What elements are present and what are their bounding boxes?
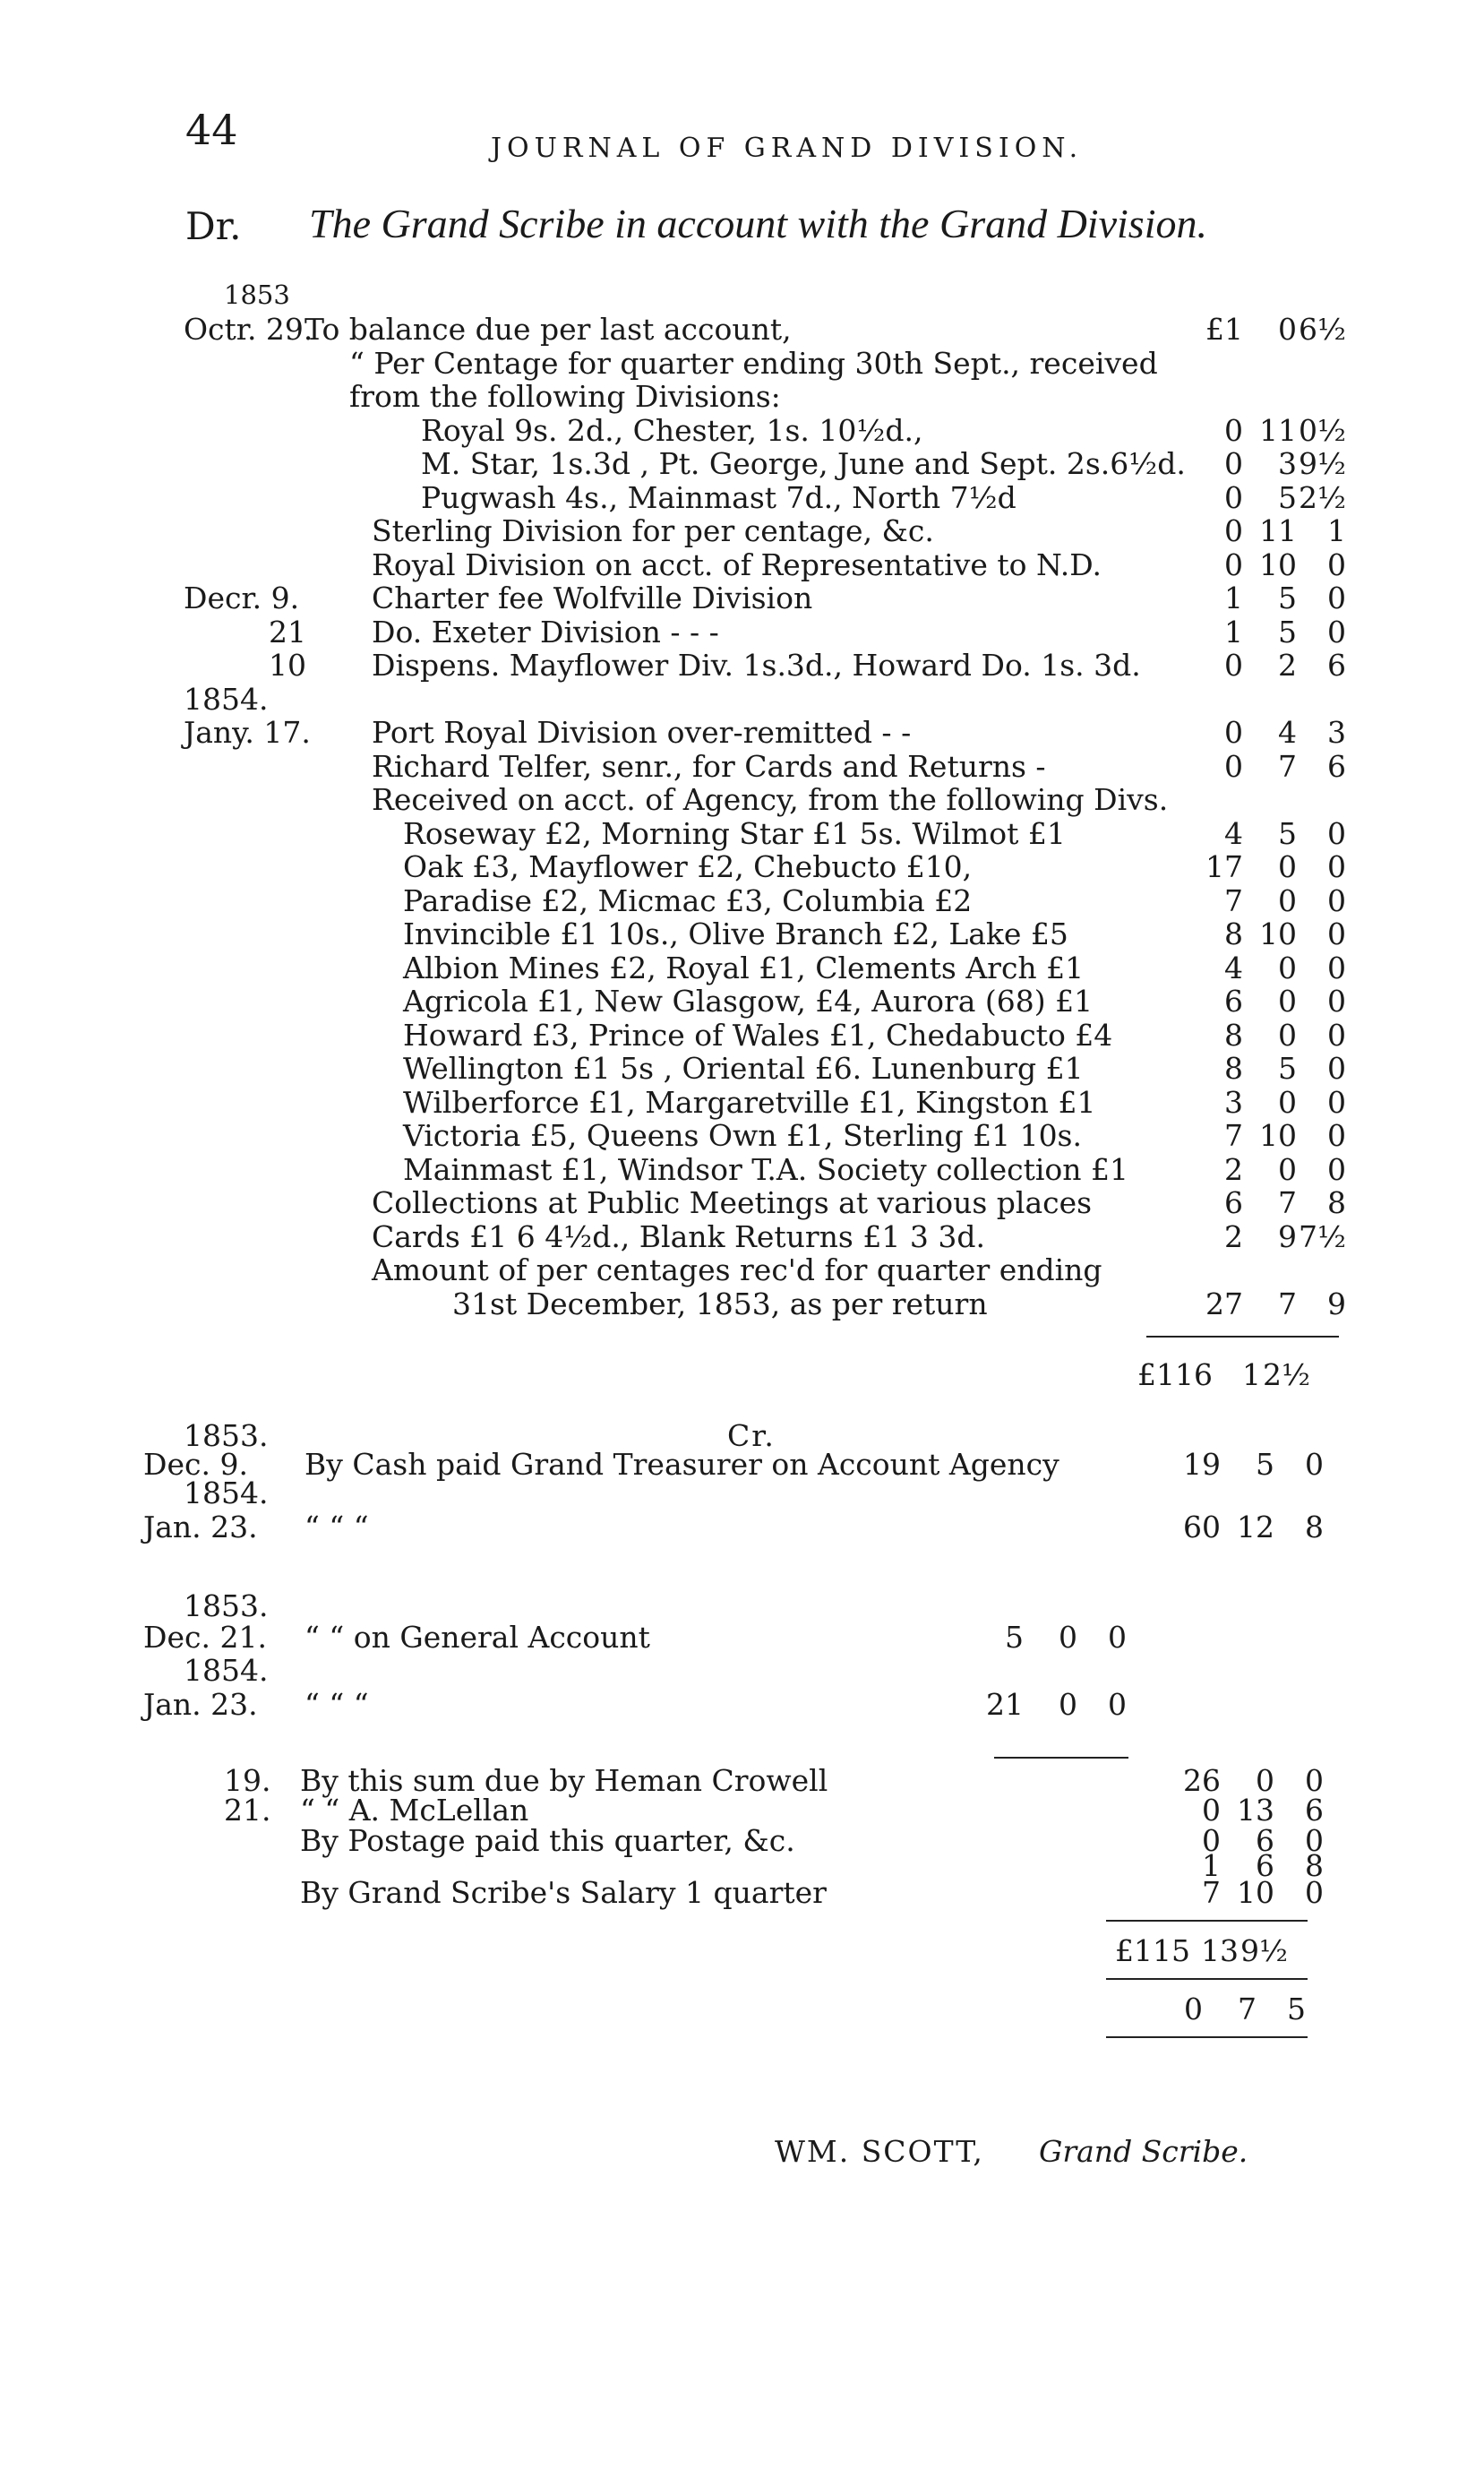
entry-amount [1151, 1875, 1324, 1910]
amount-shillings: 13 [1237, 1793, 1274, 1828]
amount-shillings: 7 [1278, 1185, 1297, 1220]
entry-amount [1151, 1447, 1324, 1482]
amount-pence: 0 [1327, 951, 1346, 985]
amount-pence: 0 [1327, 1085, 1346, 1120]
entry-amount [1173, 1118, 1346, 1153]
entry-subamount [954, 1620, 1127, 1655]
page-title-text: The Grand Scribe in account with the Grand Division. [309, 201, 1207, 246]
credit-total [1115, 1933, 1288, 1968]
amount-shillings: 0 [1278, 883, 1297, 918]
year-1853: 1853 [224, 280, 290, 310]
entry-amount [1151, 1510, 1324, 1544]
entry-text: Charter fee Wolfville Division [372, 581, 813, 615]
entry-text: “ “ “ [305, 1687, 369, 1722]
entry-text: Cards £1 6 4½d., Blank Returns £1 3 3d. [372, 1219, 985, 1254]
amount-pounds: 0 [1224, 480, 1243, 515]
entry-amount [1173, 1185, 1346, 1220]
signature-role: Grand Scribe. [1039, 2134, 1248, 2169]
amount-shillings: 4 [1278, 715, 1297, 750]
amount-pounds: 7 [1224, 883, 1243, 918]
amount-pounds: 1 [1224, 581, 1243, 615]
entry-amount [1173, 916, 1346, 951]
amount-pounds: 8 [1224, 1018, 1243, 1053]
amount-pounds: 4 [1224, 951, 1243, 985]
dr-label: Dr. [185, 204, 242, 248]
amount-pence: 8 [1327, 1185, 1346, 1220]
entry-text: To balance due per last account, [305, 312, 792, 347]
amount-shillings: 10 [1237, 1875, 1274, 1910]
amount-shillings: 5 [1278, 581, 1297, 615]
entry-text: By Cash paid Grand Treasurer on Account Agency [305, 1447, 1059, 1482]
entry-amount [1173, 1286, 1346, 1321]
amount-pounds: 1 [1202, 1848, 1221, 1883]
entry-amount [1173, 615, 1346, 650]
entry-text: Paradise £2, Micmac £3, Columbia £2 [403, 883, 973, 918]
amount-shillings: 0 [1059, 1687, 1077, 1722]
amount-pounds: 6 [1224, 984, 1243, 1019]
entry-text: By Grand Scribe's Salary 1 quarter [300, 1875, 827, 1910]
amount-pounds: 0 [1184, 1992, 1203, 2026]
amount-pounds: 0 [1224, 513, 1243, 548]
amount-shillings: 13 [1201, 1933, 1239, 1968]
amount-pence: 9½ [1240, 1933, 1288, 1968]
entry-date: Decr. 9. [184, 581, 300, 615]
entry-date: 10 [269, 648, 306, 683]
amount-pence: 0½ [1299, 413, 1346, 448]
amount-pounds: 7 [1224, 1118, 1243, 1153]
amount-pence: 6 [1305, 1793, 1324, 1828]
entry-text: Wellington £1 5s , Oriental £6. Lunenburg £1 [403, 1051, 1084, 1086]
entry-text: Port Royal Division over-remitted - - [372, 715, 912, 750]
amount-pounds: 21 [986, 1687, 1024, 1722]
entry-date: 21. [224, 1793, 271, 1828]
entry-date: 19. [224, 1763, 271, 1798]
amount-pounds: 8 [1224, 916, 1243, 951]
entry-text: from the following Divisions: [349, 379, 781, 414]
amount-shillings: 10 [1259, 916, 1297, 951]
amount-pence: 0 [1327, 615, 1346, 650]
entry-amount [1173, 446, 1346, 481]
entry-text: Royal Division on acct. of Representative to N.D. [372, 547, 1102, 582]
entry-text: Collections at Public Meetings at various places [372, 1185, 1093, 1220]
entry-text: Received on acct. of Agency, from the following Divs. [372, 782, 1169, 817]
entry-date: 1853. [184, 1418, 269, 1453]
entry-date: Dec. 9. [143, 1447, 248, 1482]
amount-pence: 0 [1305, 1875, 1324, 1910]
entry-text: Albion Mines £2, Royal £1, Clements Arch £1 [403, 951, 1085, 985]
entry-amount [1173, 749, 1346, 784]
amount-shillings: 5 [1256, 1447, 1274, 1482]
amount-pounds: 5 [1005, 1620, 1024, 1655]
entry-date: Jan. 23. [143, 1687, 258, 1722]
entry-text: 31st December, 1853, as per return [452, 1286, 988, 1321]
amount-pounds: 1 [1224, 615, 1243, 650]
amount-pence: 0 [1108, 1687, 1127, 1722]
amount-pence: 8 [1305, 1510, 1324, 1544]
amount-pence: 0 [1327, 816, 1346, 851]
amount-pence: 2½ [1299, 480, 1346, 515]
amount-pence: 9½ [1299, 446, 1346, 481]
amount-shillings: 10 [1259, 547, 1297, 582]
entry-amount [1173, 480, 1346, 515]
entry-text: Do. Exeter Division - - - [372, 615, 719, 650]
entry-text: Royal 9s. 2d., Chester, 1s. 10½d., [421, 413, 923, 448]
amount-pounds: 60 [1183, 1510, 1221, 1544]
amount-pence: 0 [1327, 849, 1346, 884]
balance-underline [1106, 2036, 1308, 2038]
entry-text: Roseway £2, Morning Star £1 5s. Wilmot £1 [403, 816, 1066, 851]
amount-shillings: 0 [1278, 312, 1297, 347]
amount-pence: 0 [1327, 1051, 1346, 1086]
entry-text: Sterling Division for per centage, &c. [372, 513, 934, 548]
amount-pence: 0 [1305, 1447, 1324, 1482]
amount-pounds: 2 [1224, 1152, 1243, 1187]
balance-rule [1106, 1978, 1308, 1980]
amount-pence: 6 [1327, 749, 1346, 784]
entry-amount [1173, 1219, 1346, 1254]
entry-date: Jan. 23. [143, 1510, 258, 1544]
entry-date: 1854. [184, 1475, 269, 1510]
amount-shillings: 5 [1278, 816, 1297, 851]
amount-pence: 0 [1327, 1152, 1346, 1187]
entry-text: Oak £3, Mayflower £2, Chebucto £10, [403, 849, 973, 884]
entry-date: Jany. 17. [184, 715, 311, 750]
amount-pounds: 0 [1224, 648, 1243, 683]
amount-shillings: 3 [1278, 446, 1297, 481]
amount-pounds: 8 [1224, 1051, 1243, 1086]
amount-shillings: 5 [1278, 1051, 1297, 1086]
balance [1133, 1992, 1306, 2026]
amount-shillings: 6 [1256, 1823, 1274, 1858]
amount-shillings: 11 [1259, 413, 1297, 448]
amount-pence: 3 [1327, 715, 1346, 750]
entry-amount [1173, 715, 1346, 750]
entry-text: Invincible £1 10s., Olive Branch £2, Lake £5 [403, 916, 1068, 951]
amount-pounds: 3 [1224, 1085, 1243, 1120]
amount-shillings: 0 [1278, 1085, 1297, 1120]
amount-shillings: 0 [1278, 984, 1297, 1019]
amount-pence: 0 [1327, 984, 1346, 1019]
amount-pence: 6 [1327, 648, 1346, 683]
entry-text: “ “ “ [305, 1510, 369, 1544]
amount-pence: 0 [1108, 1620, 1127, 1655]
entry-amount [1173, 413, 1346, 448]
amount-shillings: 7 [1278, 1286, 1297, 1321]
amount-shillings: 7 [1238, 1992, 1257, 2026]
signature-name: WM. SCOTT, [775, 2134, 984, 2169]
amount-shillings: 11 [1259, 513, 1297, 548]
amount-shillings: 1 [1242, 1357, 1261, 1392]
page-title [309, 199, 1207, 247]
amount-pounds: 6 [1224, 1185, 1243, 1220]
entry-text: M. Star, 1s.3d , Pt. George, June and Sept. 2s.6½d. [421, 446, 1186, 481]
amount-pence: 0 [1327, 916, 1346, 951]
amount-pence: 0 [1327, 883, 1346, 918]
debit-total [1137, 1357, 1310, 1392]
amount-pounds: 7 [1202, 1875, 1221, 1910]
amount-pounds: 19 [1183, 1447, 1221, 1482]
entry-text: Agricola £1, New Glasgow, £4, Aurora (68) £1 [403, 984, 1094, 1019]
entry-text: “ Per Centage for quarter ending 30th Sept., received [349, 346, 1158, 381]
amount-pounds: 0 [1224, 547, 1243, 582]
amount-pounds: 17 [1205, 849, 1243, 884]
amount-shillings: 6 [1256, 1848, 1274, 1883]
entry-amount [1173, 1152, 1346, 1187]
amount-shillings: 9 [1278, 1219, 1297, 1254]
entry-text: Wilberforce £1, Margaretville £1, Kingston £1 [403, 1085, 1096, 1120]
amount-shillings: 0 [1278, 951, 1297, 985]
amount-pounds: £1 [1205, 312, 1243, 347]
amount-pounds: 2 [1224, 1219, 1243, 1254]
entry-subamount [954, 1687, 1127, 1722]
amount-pence: 0 [1305, 1823, 1324, 1858]
entry-amount [1173, 1051, 1346, 1086]
amount-pounds: 0 [1224, 749, 1243, 784]
entry-amount [1173, 1085, 1346, 1120]
entry-date: 1854. [184, 1653, 269, 1688]
amount-pence: 0 [1327, 581, 1346, 615]
entry-text: Amount of per centages rec'd for quarter ending [372, 1252, 1102, 1287]
amount-pence: 2½ [1263, 1357, 1310, 1392]
amount-pounds: £116 [1137, 1357, 1213, 1392]
entry-text: “ “ A. McLellan [300, 1793, 529, 1828]
amount-shillings: 12 [1237, 1510, 1274, 1544]
amount-pence: 5 [1287, 1992, 1306, 2026]
amount-shillings: 0 [1256, 1763, 1274, 1798]
amount-pounds: 0 [1224, 715, 1243, 750]
entry-amount [1173, 1018, 1346, 1053]
entry-amount [1173, 547, 1346, 582]
total-rule [1106, 1920, 1308, 1922]
amount-pence: 7½ [1299, 1219, 1346, 1254]
amount-shillings: 5 [1278, 480, 1297, 515]
entry-amount [1173, 581, 1346, 615]
amount-shillings: 0 [1059, 1620, 1077, 1655]
amount-pence: 9 [1327, 1286, 1346, 1321]
entry-text: Richard Telfer, senr., for Cards and Returns - [372, 749, 1046, 784]
amount-pence: 8 [1305, 1848, 1324, 1883]
amount-shillings: 7 [1278, 749, 1297, 784]
entry-text: Pugwash 4s., Mainmast 7d., North 7½d [421, 480, 1016, 515]
entry-date: Octr. 29. [184, 312, 313, 347]
total-rule [1146, 1336, 1339, 1338]
entry-date: Dec. 21. [143, 1620, 267, 1655]
amount-pounds: 0 [1202, 1793, 1221, 1828]
entry-amount [1173, 648, 1346, 683]
subtotal-rule [994, 1757, 1128, 1759]
amount-pounds: 4 [1224, 816, 1243, 851]
page-number: 44 [185, 106, 238, 154]
cr-label: Cr. [727, 1418, 776, 1453]
amount-shillings: 0 [1278, 1152, 1297, 1187]
amount-pence: 0 [1327, 547, 1346, 582]
entry-amount [1173, 984, 1346, 1019]
entry-text: By Postage paid this quarter, &c. [300, 1823, 795, 1858]
amount-pounds: 0 [1224, 413, 1243, 448]
entry-text: Victoria £5, Queens Own £1, Sterling £1 10s. [403, 1118, 1082, 1153]
amount-pence: 0 [1327, 1118, 1346, 1153]
entry-amount [1173, 312, 1346, 347]
amount-pounds: 0 [1202, 1823, 1221, 1858]
entry-amount [1173, 849, 1346, 884]
entry-amount [1173, 513, 1346, 548]
entry-text: Mainmast £1, Windsor T.A. Society collection £1 [403, 1152, 1129, 1187]
amount-shillings: 0 [1278, 1018, 1297, 1053]
amount-shillings: 0 [1278, 849, 1297, 884]
entry-date: 1853. [184, 1588, 269, 1623]
amount-shillings: 10 [1259, 1118, 1297, 1153]
amount-shillings: 5 [1278, 615, 1297, 650]
entry-text: “ “ on General Account [305, 1620, 650, 1655]
amount-pounds: 27 [1205, 1286, 1243, 1321]
entry-amount [1173, 951, 1346, 985]
entry-amount [1173, 883, 1346, 918]
entry-amount [1173, 816, 1346, 851]
amount-pence: 0 [1327, 1018, 1346, 1053]
entry-date: 21 [269, 615, 306, 650]
amount-pence: 0 [1305, 1763, 1324, 1798]
amount-pounds: 0 [1224, 446, 1243, 481]
entry-text: By this sum due by Heman Crowell [300, 1763, 828, 1798]
amount-pence: 1 [1327, 513, 1346, 548]
amount-pence: 6½ [1299, 312, 1346, 347]
running-head: JOURNAL OF GRAND DIVISION. [491, 133, 1084, 164]
entry-date: 1854. [184, 682, 269, 717]
entry-text: Howard £3, Prince of Wales £1, Chedabucto £4 [403, 1018, 1113, 1053]
amount-shillings: 2 [1278, 648, 1297, 683]
amount-pounds: 26 [1183, 1763, 1221, 1798]
entry-text: Dispens. Mayflower Div. 1s.3d., Howard Do. 1s. 3d. [372, 648, 1141, 683]
amount-pounds: £115 [1115, 1933, 1190, 1968]
